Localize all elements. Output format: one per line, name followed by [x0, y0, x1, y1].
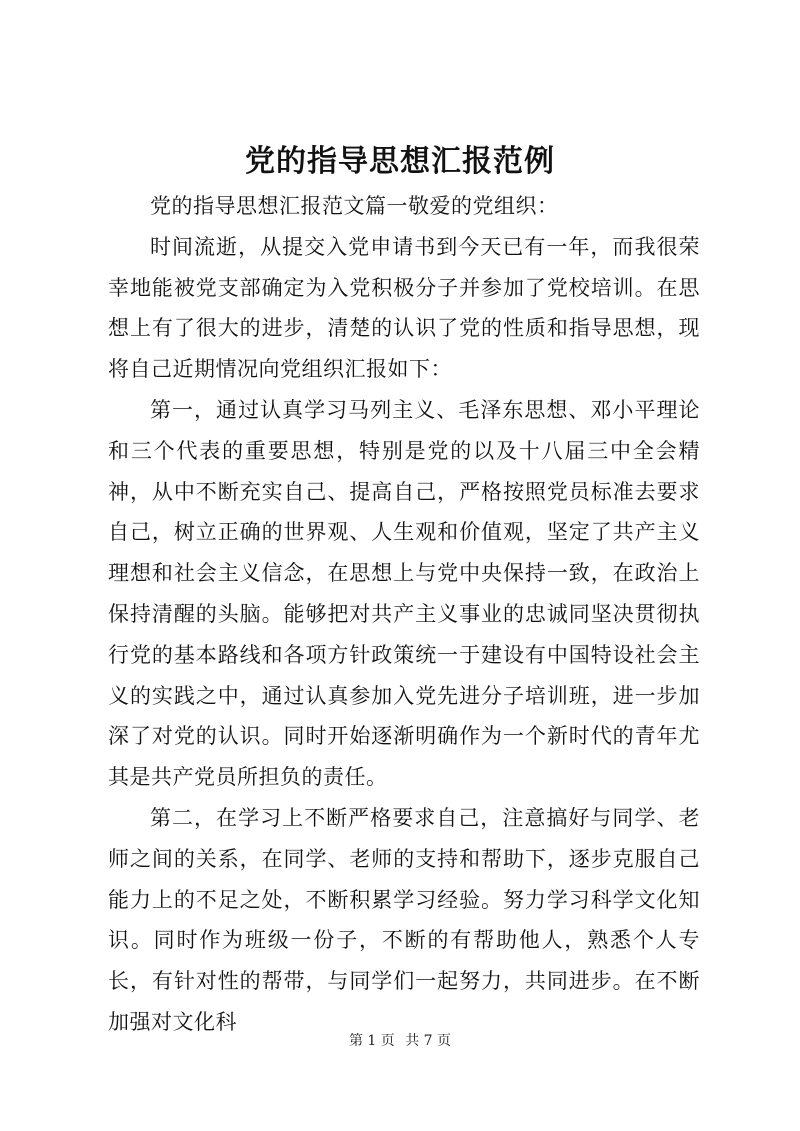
document-body: [108, 186, 700, 1043]
paragraph-intro: 时间流逝，从提交入党申请书到今天已有一年，而我很荣幸地能被党支部确定为入党积极分子并参加了党校培训。在思想上有了很大的进步，清楚的认识了党的性质和指导思想，现将自己近期情况向党组织汇报如下：: [108, 234, 700, 382]
page-number: 第 1 页: [348, 1033, 395, 1049]
page-footer: [0, 1031, 800, 1051]
paragraph-first: 第一，通过认真学习马列主义、毛泽东思想、邓小平理论和三个代表的重要思想，特别是党的以及十八届三中全会精神，从中不断充实自己、提高自己，严格按照党员标准去要求自己，树立正确的世界观、人生观和价值观，坚定了共产主义理想和社会主义信念，在思想上与党中央保持一致，在政治上保持清醒的头脑。能够把对共产主义事业的忠诚同坚决贯彻执行党的基本路线和各项方针政策统一于建设有中国特设社会主义的实践之中，通过认真参加入党先进分子培训班，进一步加深了对党的认识。同时开始逐渐明确作为一个新时代的青年尤其是共产党员所担负的责任。: [108, 397, 700, 790]
document-title: 党的指导思想汇报范例: [245, 144, 555, 179]
paragraph-second: 第二，在学习上不断严格要求自己，注意搞好与同学、老师之间的关系，在同学、老师的支持和帮助下，逐步克服自己能力上的不足之处，不断积累学习经验。努力学习科学文化知识。同时作为班级一份子，不断的有帮助他人，熟悉个人专长，有针对性的帮带，与同学们一起努力，共同进步。在不断加强对文化科: [108, 805, 700, 1034]
page-total: 共 7 页: [405, 1033, 452, 1049]
paragraph-greeting: 党的指导思想汇报范文篇一敬爱的党组织：: [150, 194, 559, 218]
